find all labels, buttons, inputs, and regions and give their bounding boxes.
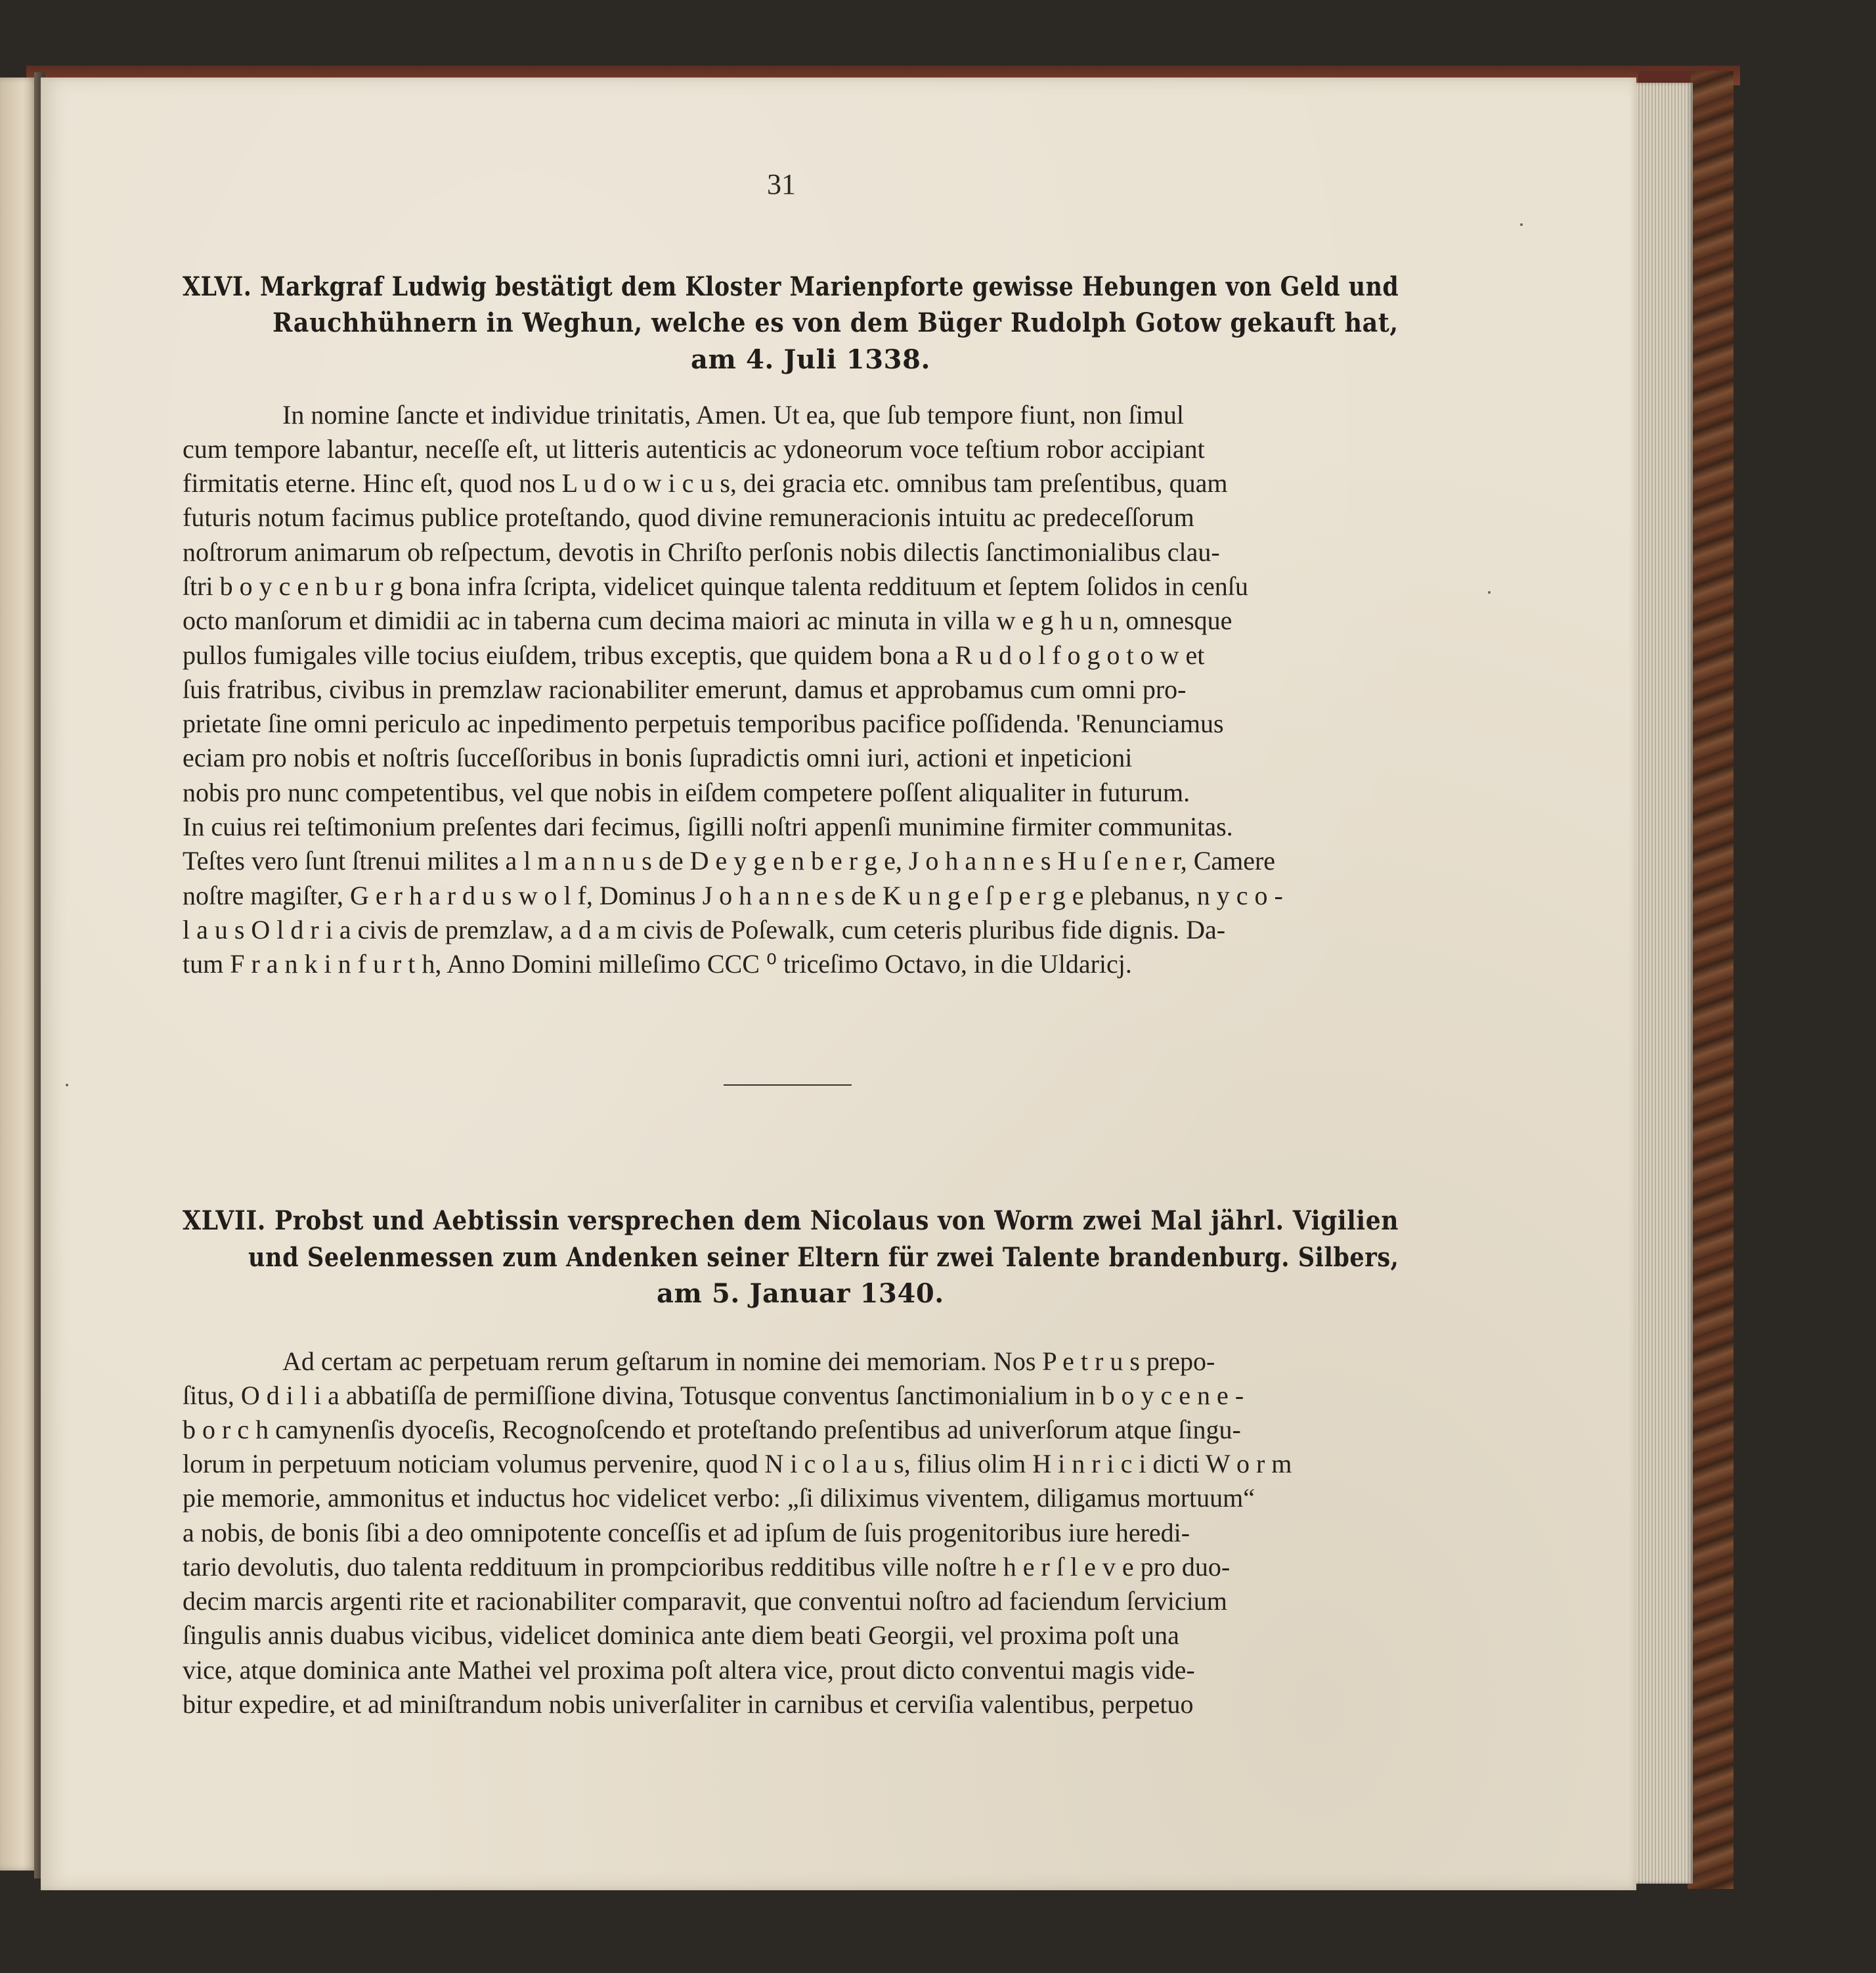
- section2-body-line: bitur expedire, et ad miniſtrandum nobis univerſaliter in carnibus et cerviſia valentibus, perpetuo: [183, 1689, 1194, 1719]
- section1-body-line: cum tempore labantur, neceſſe eſt, ut litteris autenticis ac ydoneorum voce teſtium robor accipiant: [183, 434, 1205, 464]
- section2-body-line: b o r c h camynenſis dyoceſis, Recognoſcendo et proteſtando preſentibus ad univerſorum atque ſingu-: [183, 1415, 1241, 1444]
- section1-body-line: l a u s O l d r i a civis de premzlaw, a d a m civis de Poſewalk, cum ceteris pluribus fide dignis. Da-: [183, 915, 1226, 944]
- section2-body-line: tario devolutis, duo talenta reddituum in prompcioribus redditibus ville noſtre h e r ſ l e v e pro duo-: [183, 1552, 1231, 1582]
- paper-speck: [1488, 591, 1491, 594]
- section1-body-line: In cuius rei teſtimonium preſentes dari fecimus, ſigilli noſtri appenſi munimine firmiter communitas.: [183, 812, 1233, 841]
- section1-body-line: pullos fumigales ville tocius eiuſdem, tribus exceptis, que quidem bona a R u d o l f o g o t o w et: [183, 640, 1205, 670]
- section-divider: [724, 1084, 852, 1086]
- section1-body-line: noſtrorum animarum ob reſpectum, devotis in Chriſto perſonis nobis dilectis ſanctimonialibus clau-: [183, 537, 1220, 567]
- section1-body-line: noſtre magiſter, G e r h a r d u s w o l f, Dominus J o h a n n e s de K u n g e ſ p e r g e plebanus, n y c o -: [183, 881, 1283, 910]
- section1-body-line: Teſtes vero ſunt ſtrenui milites a l m a n n u s de D e y g e n b e r g e, J o h a n n e s H u ſ e n e r, Camere: [183, 846, 1276, 876]
- section2-body-line: ſitus, O d i l i a abbatiſſa de permiſſione divina, Totusque conventus ſanctimonialium in b o y c e n e -: [183, 1381, 1244, 1410]
- section1-body-line: prietate ſine omni periculo ac inpedimento perpetuis temporibus pacifice poſſidenda. 'Renunciamus: [183, 709, 1224, 738]
- section1-body-line: nobis pro nunc competentibus, vel que nobis in eiſdem competere poſſent aliqualiter in futurum.: [183, 778, 1190, 807]
- section1-title-line: XLVI. Markgraf Ludwig bestätigt dem Kloster Marienpforte gewisse Hebungen von Geld und: [183, 271, 1399, 302]
- section2-body-line: ſingulis annis duabus vicibus, videlicet dominica ante diem beati Georgii, vel proxima poſt una: [183, 1620, 1179, 1650]
- left-page-edge: [0, 78, 38, 1871]
- section1-body-line: octo manſorum et dimidii ac in taberna cum decima maiori ac minuta in villa w e g h u n, omnesque: [183, 606, 1232, 635]
- section2-body-line: a nobis, de bonis ſibi a deo omnipotente conceſſis et ad ipſum de ſuis progenitoribus iure heredi-: [183, 1518, 1190, 1547]
- section1-body-line: ſuis fratribus, civibus in premzlaw racionabiliter emerunt, damus et approbamus cum omni pro-: [183, 675, 1187, 704]
- section1-body-line: tum F r a n k i n f u r t h, Anno Domini milleſimo CCC ⁰ triceſimo Octavo, in die Uldaricj.: [183, 949, 1132, 979]
- paper-speck: [1520, 223, 1523, 226]
- section1-body-line: ſtri b o y c e n b u r g bona infra ſcripta, videlicet quinque talenta reddituum et ſeptem ſolidos in cenſu: [183, 571, 1248, 601]
- section1-title-line: Rauchhühnern in Weghun, welche es von dem Büger Rudolph Gotow gekauft hat,: [273, 307, 1399, 338]
- section2-title-line: und Seelenmessen zum Andenken seiner Eltern für zwei Talente brandenburg. Silbers,: [248, 1242, 1399, 1273]
- section2-body-line: pie memorie, ammonitus et inductus hoc videlicet verbo: „ſi diliximus viventem, diligamus mortuum“: [183, 1483, 1255, 1513]
- page-edges: [1636, 83, 1693, 1884]
- section2-body-line: vice, atque dominica ante Mathei vel proxima poſt altera vice, prout dicto conventui magis vide-: [183, 1655, 1195, 1685]
- cover-corner: [1638, 71, 1691, 84]
- marbled-cover: [1688, 71, 1734, 1889]
- section2-title-line: am 5. Januar 1340.: [657, 1278, 944, 1309]
- section2-body-line: Ad certam ac perpetuam rerum geſtarum in nomine dei memoriam. Nos P e t r u s prepo-: [282, 1346, 1215, 1376]
- section2-title-line: XLVII. Probst und Aebtissin versprechen dem Nicolaus von Worm zwei Mal jährl. Vigilien: [183, 1205, 1399, 1236]
- section2-body-line: decim marcis argenti rite et racionabiliter comparavit, que conventui noſtro ad faciendum ſervicium: [183, 1586, 1227, 1616]
- page-number: 31: [767, 168, 796, 200]
- section1-body-line: firmitatis eterne. Hinc eſt, quod nos L u d o w i c u s, dei gracia etc. omnibus tam preſentibus, quam: [183, 468, 1228, 498]
- section1-body-line: In nomine ſancte et individue trinitatis, Amen. Ut ea, que ſub tempore fiunt, non ſimul: [282, 400, 1185, 430]
- paper-speck: [66, 1084, 68, 1086]
- section2-body-line: lorum in perpetuum noticiam volumus pervenire, quod N i c o l a u s, filius olim H i n r i c i dicti W o r m: [183, 1449, 1292, 1478]
- section1-title-line: am 4. Juli 1338.: [691, 344, 931, 375]
- section1-body-line: eciam pro nobis et noſtris ſucceſſoribus in bonis ſupradictis omni iuri, actioni et inpeticioni: [183, 743, 1133, 772]
- section1-body-line: futuris notum facimus publice proteſtando, quod divine remuneracionis intuitu ac predeceſſorum: [183, 502, 1194, 532]
